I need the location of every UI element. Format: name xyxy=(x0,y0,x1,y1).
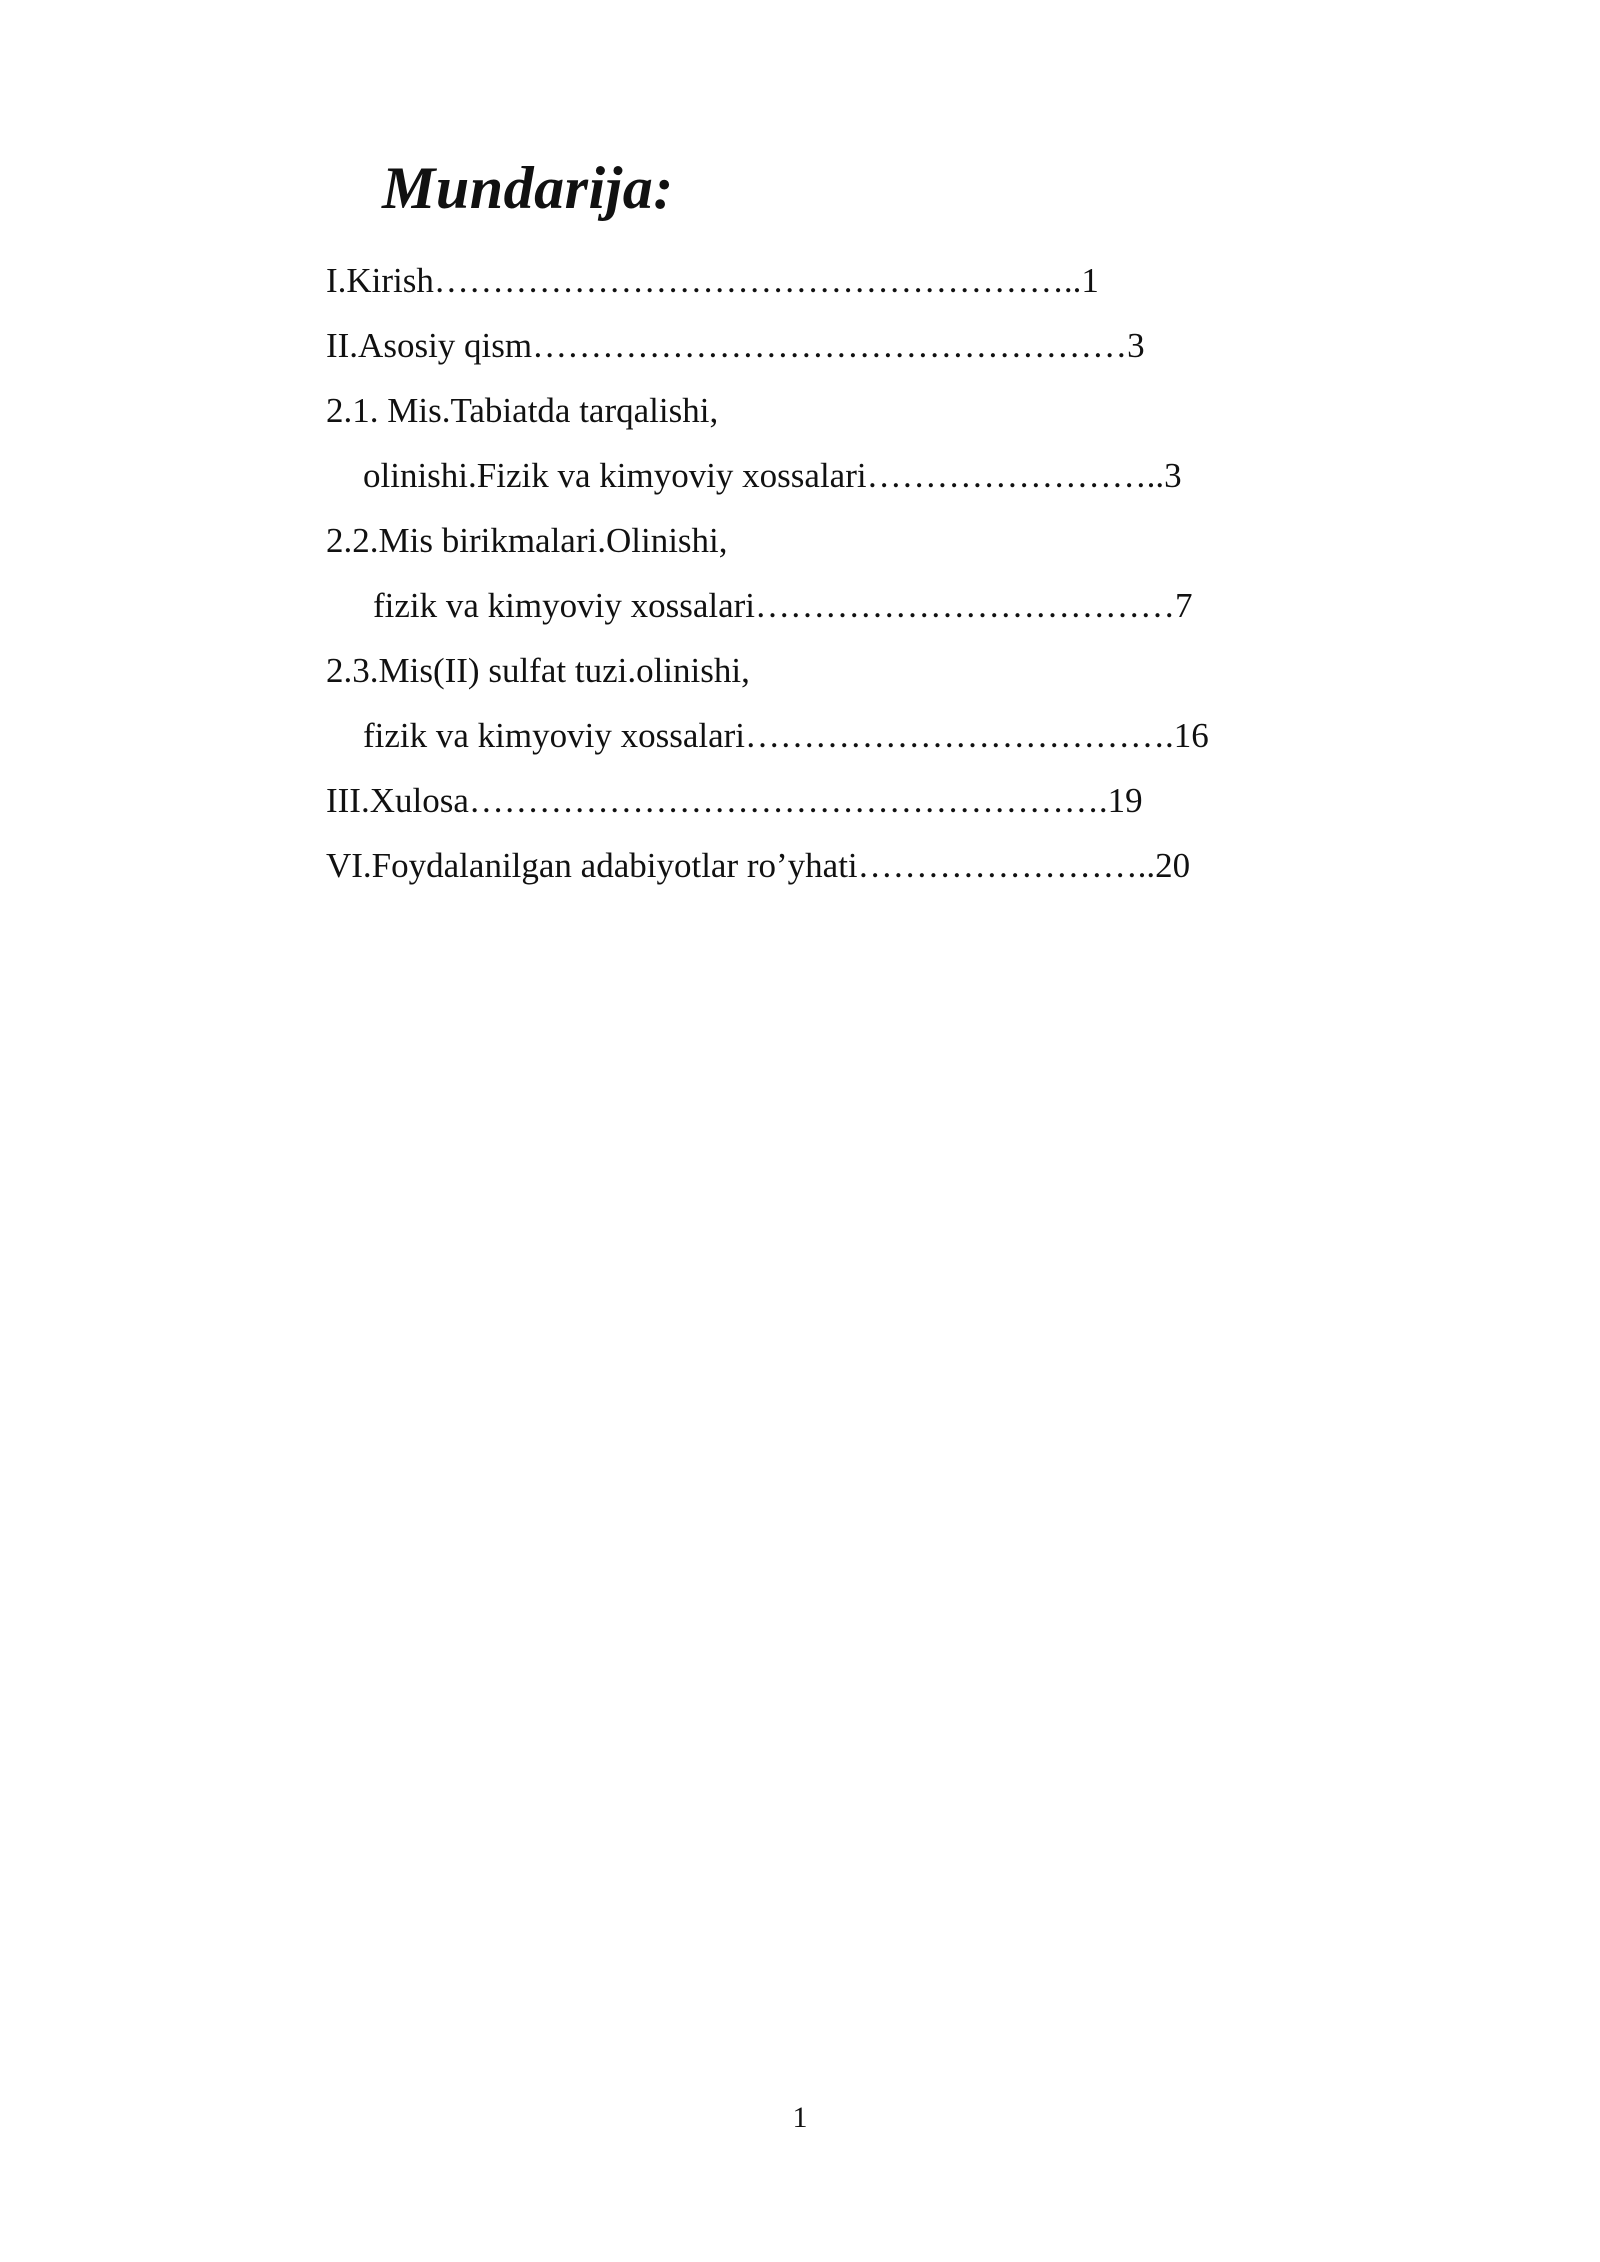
toc-title: Mundarija: xyxy=(382,155,674,221)
toc-entry-2-2-heading: 2.2.Mis birikmalari.Olinishi, xyxy=(326,521,728,560)
toc-entry-2-3-heading: 2.3.Mis(II) sulfat tuzi.olinishi, xyxy=(326,651,750,690)
page-number: 1 xyxy=(792,2101,808,2134)
toc-entry-2-2-continuation: fizik va kimyoviy xossalari………………………………7 xyxy=(373,586,1193,625)
table-of-contents xyxy=(326,248,1326,898)
toc-entry-adabiyotlar: VI.Foydalanilgan adabiyotlar ro’yhati……………………..20 xyxy=(326,846,1191,885)
toc-entry-2-1-heading: 2.1. Mis.Tabiatda tarqalishi, xyxy=(326,391,719,430)
toc-entry-2-3-continuation: fizik va kimyoviy xossalari……………………………….16 xyxy=(363,716,1209,755)
toc-entry-xulosa: III.Xulosa……………………………………………….19 xyxy=(326,781,1143,820)
toc-entry-2-1-continuation: olinishi.Fizik va kimyoviy xossalari……………………..3 xyxy=(363,456,1182,495)
toc-entry-kirish: I.Kirish………………………………………………..1 xyxy=(326,261,1099,300)
toc-entry-asosiy-qism: II.Asosiy qism……………………………………………3 xyxy=(326,326,1145,365)
